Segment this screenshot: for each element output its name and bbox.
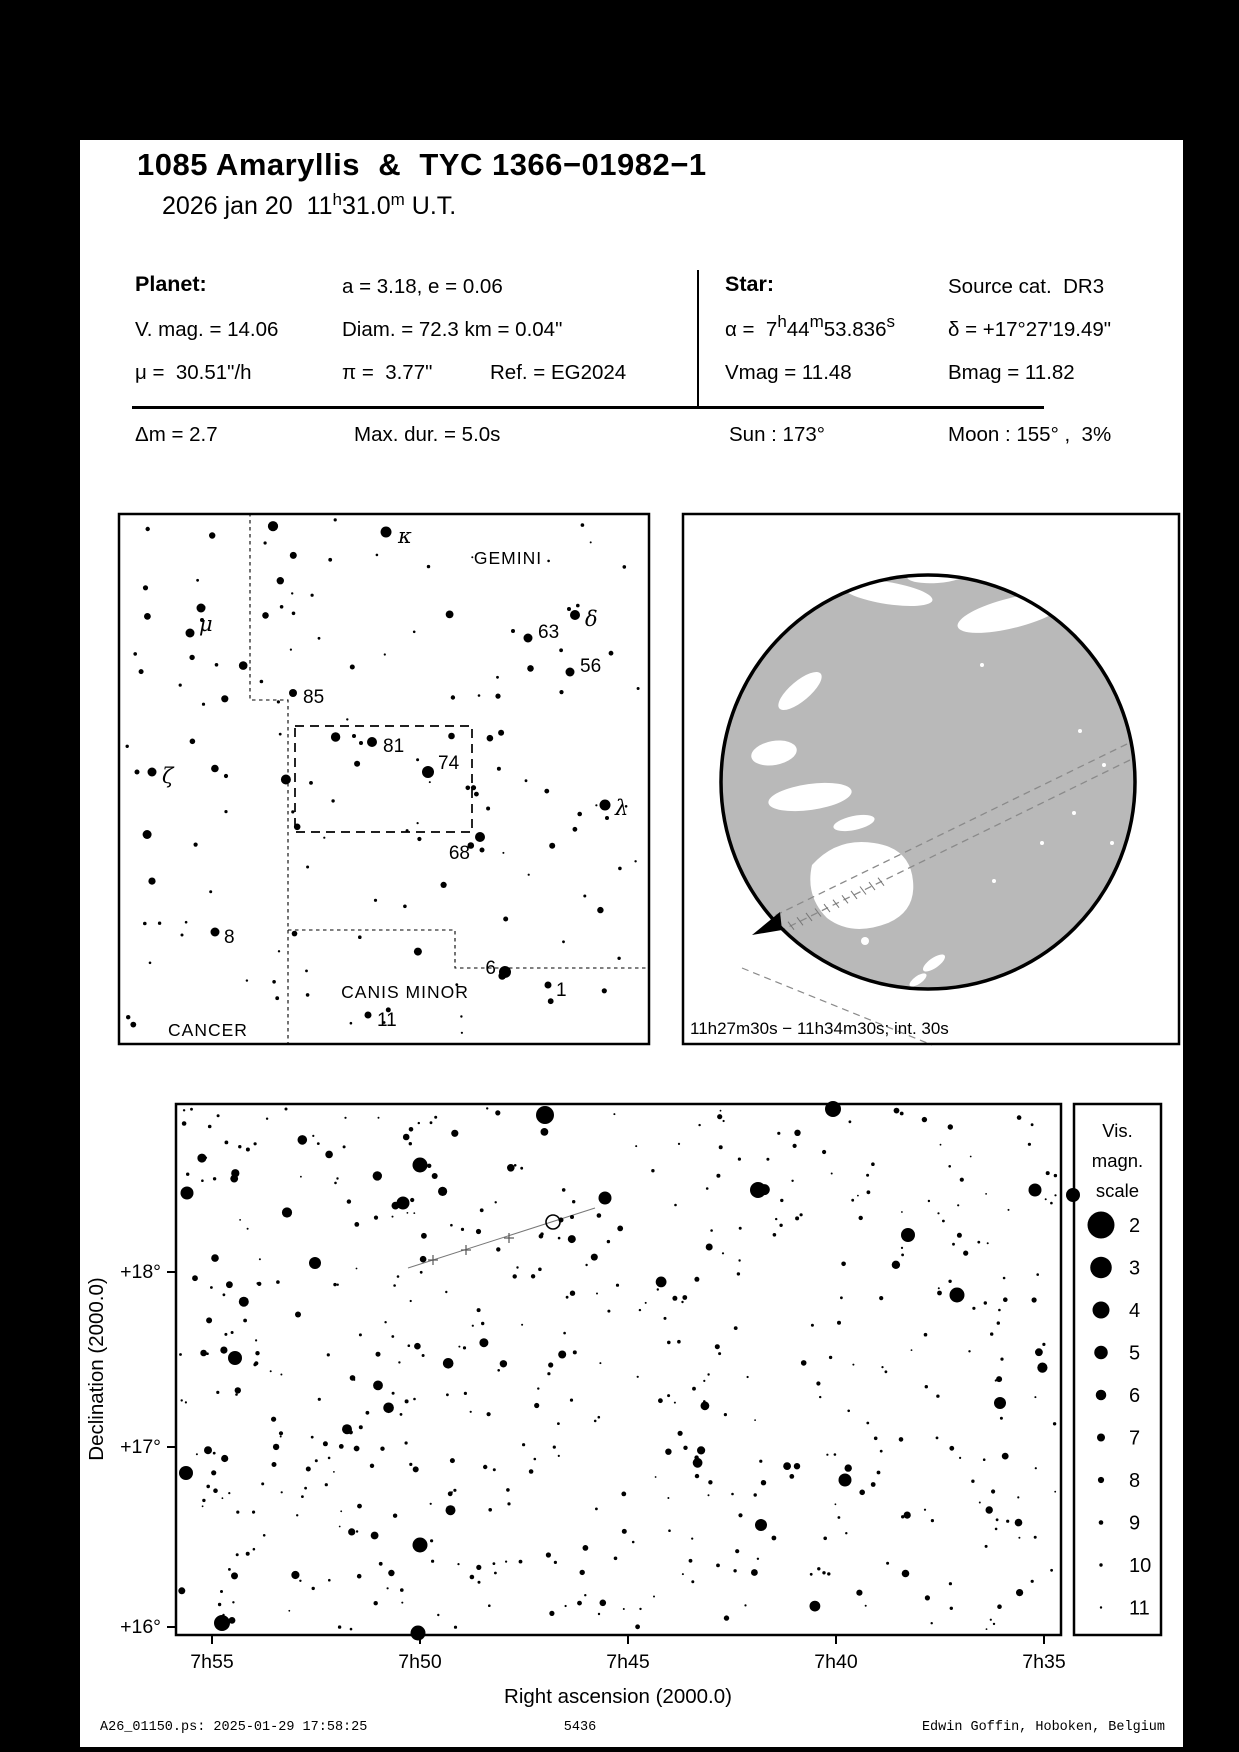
finder-star-label-κ: κ: [398, 524, 412, 548]
finder-star-κ: [381, 527, 392, 538]
table-divider: [697, 270, 699, 408]
star-vmag: Vmag = 11.48: [725, 361, 852, 384]
legend-mag-5: 5: [1129, 1342, 1141, 1365]
finder-star-label-11: 11: [377, 1010, 397, 1031]
sun-elongation: Sun : 173°: [729, 423, 825, 446]
max-duration: Max. dur. = 5.0s: [354, 423, 501, 446]
document-paper: [80, 140, 1183, 1747]
finder-star-label-63: 63: [538, 622, 560, 643]
legend-mag-11: 11: [1129, 1597, 1150, 1620]
finder-star-68: [475, 832, 485, 842]
dec-tick-+18°: +18°: [120, 1261, 161, 1283]
ra-hours: α = 7: [725, 318, 778, 341]
planet-heading: Planet:: [135, 272, 207, 296]
ra-tick-7h55: 7h55: [190, 1651, 234, 1673]
planet-motion: μ = 30.51"/h: [135, 361, 252, 384]
finder-star-6: [499, 966, 511, 978]
ra-minutes: 44: [786, 318, 810, 341]
legend-dot-mag-11: [1100, 1606, 1102, 1608]
finder-star-label-1: 1: [556, 980, 567, 1001]
finder-star-λ: [600, 800, 611, 811]
table-rule: [132, 406, 1044, 409]
star-heading: Star:: [725, 272, 774, 296]
footer-filename: A26_01150.ps: 2025-01-29 17:58:25: [100, 1720, 368, 1735]
finder-star-label-ζ: ζ: [162, 764, 174, 788]
y-axis-label: Declination (2000.0): [85, 1277, 108, 1461]
constellation-label-cancer: CANCER: [168, 1020, 248, 1040]
finder-star-81: [367, 737, 377, 747]
finder-star-8: [211, 928, 220, 937]
dec-tick-+16°: +16°: [120, 1616, 161, 1638]
finder-star-μ: [186, 629, 195, 638]
star-declination: δ = +17°27'19.49": [948, 318, 1112, 341]
finder-star-85: [289, 689, 297, 697]
finder-star-label-λ: λ: [615, 796, 629, 820]
finder-star-label-δ: δ: [585, 607, 598, 631]
star-right-ascension: [725, 312, 895, 342]
legend-dot-mag-2: [1088, 1212, 1115, 1239]
star-source-catalog: Source cat. DR3: [948, 275, 1105, 298]
ra-s-sup: s: [886, 312, 895, 331]
legend-title-line: scale: [1095, 1180, 1140, 1201]
ra-tick-7h40: 7h40: [814, 1651, 858, 1673]
asteroid-path: [408, 1208, 595, 1268]
footer-author: Edwin Goffin, Hoboken, Belgium: [921, 1720, 1165, 1735]
datetime-minutes: 31.0: [342, 192, 391, 220]
legend-dot-mag-10: [1099, 1563, 1102, 1566]
dec-tick-+17°: +17°: [120, 1436, 161, 1458]
constellation-label-gemini: GEMINI: [473, 548, 543, 568]
planet-reference: Ref. = EG2024: [490, 361, 627, 384]
legend-dot-mag-7: [1097, 1434, 1105, 1442]
legend-dot-mag-9: [1099, 1520, 1104, 1525]
moon-elongation: Moon : 155° , 3%: [948, 423, 1112, 446]
finder-star-11: [365, 1012, 372, 1019]
finder-star-ζ: [148, 768, 157, 777]
legend-mag-9: 9: [1129, 1512, 1141, 1535]
finder-star-label-8: 8: [224, 927, 235, 948]
hour-superscript: h: [332, 190, 342, 209]
finder-star-1: [545, 982, 552, 989]
legend-mag-6: 6: [1129, 1385, 1141, 1407]
finder-star-label-μ: μ: [199, 612, 213, 636]
planet-orbit: a = 3.18, e = 0.06: [342, 275, 503, 298]
finder-star-label-74: 74: [438, 753, 460, 774]
legend-dot-mag-6: [1096, 1390, 1107, 1401]
legend-title-line: Vis.: [1102, 1120, 1133, 1141]
planet-vmag: V. mag. = 14.06: [135, 318, 279, 341]
finder-star-label-85: 85: [303, 687, 325, 708]
ra-tick-7h35: 7h35: [1022, 1651, 1066, 1673]
legend-mag-7: 7: [1129, 1427, 1141, 1450]
legend-mag-10: 10: [1129, 1555, 1152, 1577]
ra-tick-7h45: 7h45: [606, 1651, 650, 1673]
finder-star-label-6: 6: [485, 958, 496, 979]
legend-mag-3: 3: [1129, 1257, 1141, 1280]
ra-tick-7h50: 7h50: [398, 1651, 442, 1673]
detailed-star-map: [85, 1103, 1066, 1708]
constellation-label-canis-minor: CANIS MINOR: [341, 982, 469, 1002]
ra-seconds: 53.836: [823, 318, 887, 341]
planet-parallax: π = 3.77": [342, 361, 433, 384]
legend-mag-8: 8: [1129, 1470, 1141, 1492]
finder-star-63: [524, 634, 533, 643]
ra-m-sup: m: [809, 312, 824, 331]
occultation-globe: [682, 513, 1180, 1045]
finder-chart: [118, 513, 650, 1045]
magnitude-legend: [1073, 1103, 1162, 1636]
minute-superscript: m: [390, 190, 405, 209]
event-datetime: [162, 192, 456, 221]
finder-star-label-68: 68: [448, 843, 470, 864]
legend-dot-mag-8: [1098, 1477, 1104, 1483]
legend-mag-2: 2: [1129, 1215, 1141, 1237]
magnitude-drop: Δm = 2.7: [135, 423, 218, 446]
legend-dot-mag-4: [1093, 1302, 1110, 1319]
legend-dot-mag-5: [1094, 1346, 1108, 1360]
x-axis-label: Right ascension (2000.0): [504, 1685, 732, 1708]
page-title: 1085 Amaryllis & TYC 1366−01982−1: [137, 147, 707, 182]
datetime-text: 2026 jan 20 11: [162, 192, 333, 220]
planet-diameter: Diam. = 72.3 km = 0.04": [342, 318, 563, 341]
star-bmag: Bmag = 11.82: [948, 361, 1075, 384]
legend-mag-4: 4: [1129, 1300, 1141, 1322]
datetime-ut: U.T.: [404, 192, 457, 220]
legend-dot-mag-3: [1090, 1257, 1112, 1279]
finder-star-label-81: 81: [383, 736, 405, 757]
finder-star-74: [422, 766, 434, 778]
finder-star-δ: [570, 610, 580, 620]
finder-star-label-56: 56: [580, 656, 602, 677]
finder-star-56: [566, 668, 575, 677]
ra-h-sup: h: [777, 312, 787, 331]
globe-caption: 11h27m30s − 11h34m30s; int. 30s: [690, 1019, 949, 1038]
legend-title-line: magn.: [1091, 1150, 1144, 1171]
footer-page-number: 5436: [563, 1720, 597, 1735]
